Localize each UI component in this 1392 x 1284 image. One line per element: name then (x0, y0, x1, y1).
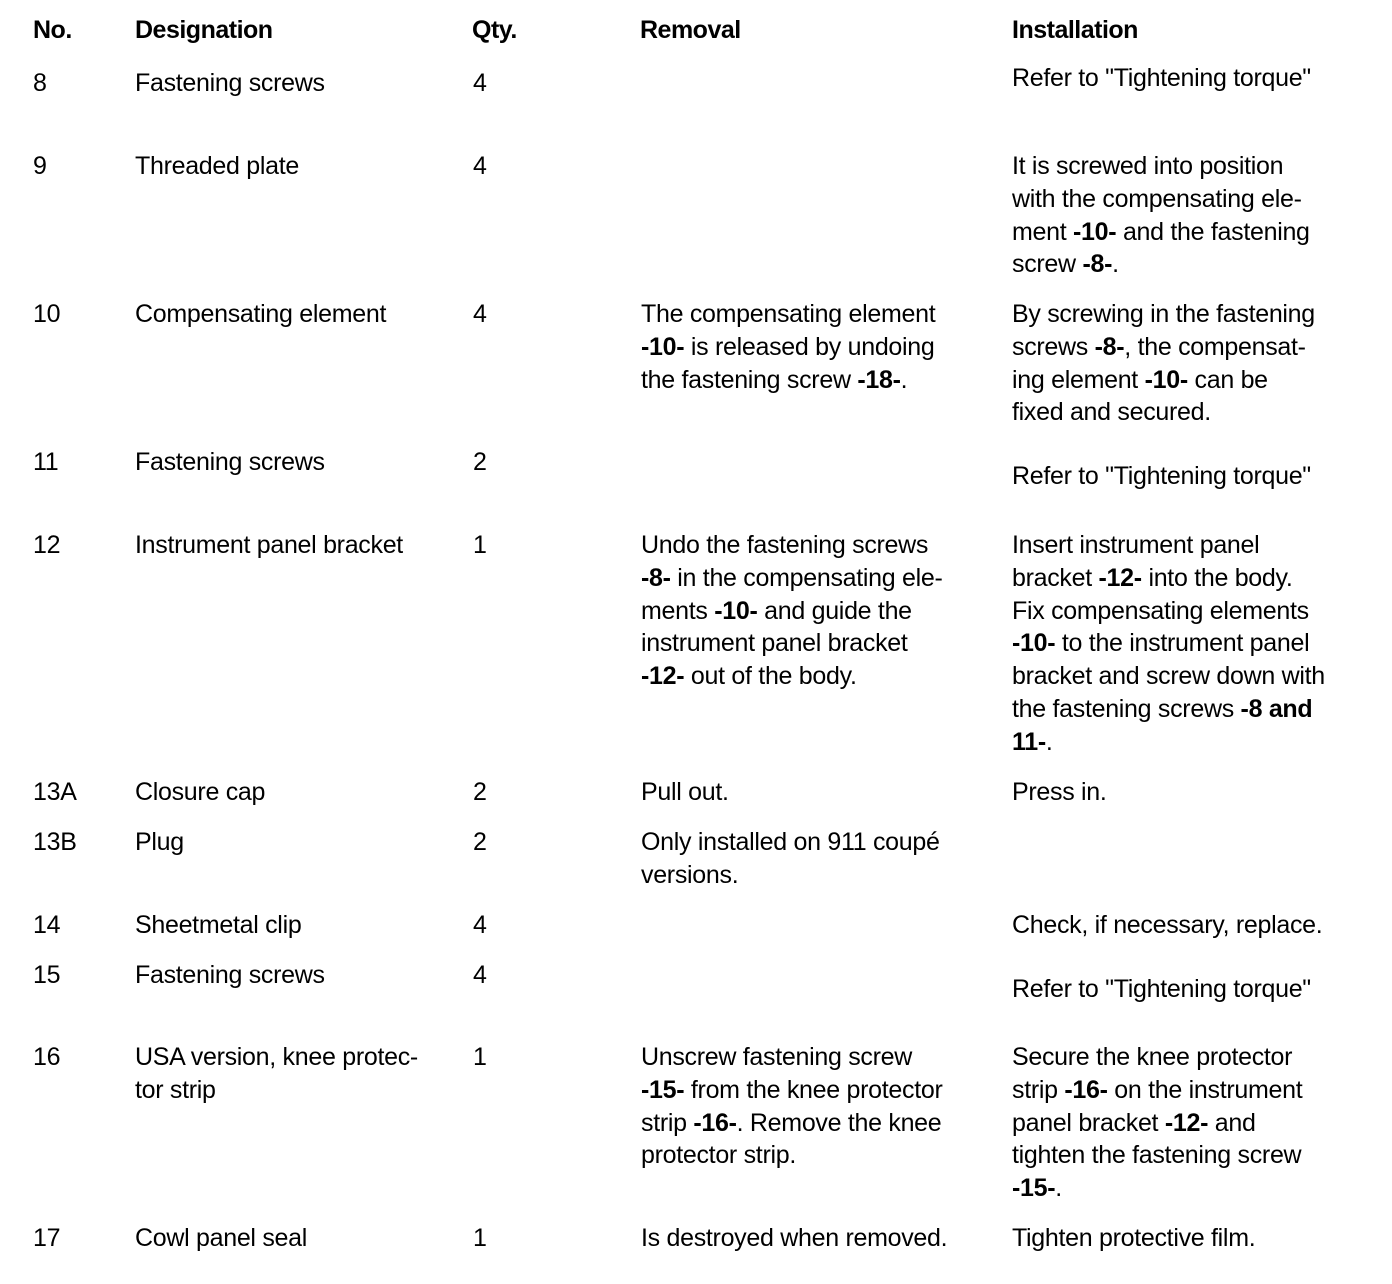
text-segment: protector strip. (641, 1141, 796, 1170)
text-segment: Closure cap (135, 778, 266, 806)
item-number: 13A (33, 778, 77, 806)
text-segment: Secure the knee protector (1012, 1043, 1293, 1071)
header-installation: Installation (1012, 16, 1138, 44)
installation-cell (1012, 1041, 1302, 1205)
text-line (1012, 562, 1325, 595)
text-segment: . (900, 365, 908, 394)
text-line (135, 776, 265, 809)
quantity: 4 (473, 300, 487, 328)
quantity: 1 (473, 1224, 487, 1252)
text-line (1012, 973, 1311, 1006)
text-line (641, 627, 943, 660)
part-reference: -10- (1144, 365, 1188, 394)
item-number: 11 (33, 448, 59, 476)
text-segment: Press in. (1012, 778, 1107, 806)
text-line (135, 1074, 418, 1107)
removal-cell (641, 826, 940, 892)
text-line (641, 562, 943, 595)
header-no: No. (33, 16, 72, 44)
text-segment: and the fastening (1116, 217, 1310, 246)
designation-cell (135, 959, 325, 992)
quantity: 4 (473, 961, 487, 989)
text-segment: Refer to "Tightening torque" (1012, 975, 1311, 1003)
quantity: 1 (473, 531, 487, 559)
text-line (641, 1107, 942, 1140)
text-segment: By screwing in the fastening (1012, 300, 1315, 328)
item-number: 15 (33, 961, 61, 989)
removal-cell (641, 298, 935, 396)
text-line (135, 1222, 307, 1255)
text-segment: ments (641, 596, 715, 625)
text-segment: with the compensating ele- (1012, 184, 1302, 213)
designation-cell (135, 776, 265, 809)
text-line (1012, 909, 1322, 942)
designation-cell (135, 826, 184, 859)
quantity: 2 (473, 778, 487, 806)
header-designation: Designation (135, 16, 273, 44)
text-segment: bracket (1012, 563, 1099, 592)
quantity: 4 (473, 69, 487, 97)
text-segment: Fastening screws (135, 69, 325, 97)
text-line (641, 1074, 942, 1107)
installation-cell (1012, 62, 1311, 95)
text-line (641, 859, 940, 892)
designation-cell (135, 298, 386, 331)
text-segment: panel bracket (1012, 1108, 1165, 1137)
text-segment: . (1055, 1174, 1062, 1203)
text-line (1012, 595, 1325, 628)
text-line (1012, 150, 1310, 183)
text-segment: the fastening screws (1012, 694, 1241, 723)
part-reference: -12- (641, 662, 685, 691)
text-segment: tor strip (135, 1075, 216, 1104)
text-segment: Is destroyed when removed. (641, 1224, 948, 1252)
text-line (641, 1222, 947, 1255)
header-qty: Qty. (472, 16, 517, 44)
part-reference: -15- (1012, 1174, 1056, 1203)
text-segment: can be (1187, 365, 1268, 394)
item-number: 14 (33, 911, 61, 939)
text-segment: instrument panel bracket (641, 629, 908, 658)
part-reference: -10- (714, 596, 758, 625)
text-line (641, 1139, 942, 1172)
text-segment: Compensating element (135, 300, 387, 328)
text-line (1012, 1107, 1302, 1140)
text-segment: bracket and screw down with (1012, 662, 1325, 691)
item-number: 10 (33, 300, 61, 328)
text-segment: strip (1012, 1075, 1065, 1104)
text-line (1012, 627, 1325, 660)
text-segment: out of the body. (684, 662, 857, 691)
installation-cell (1012, 460, 1311, 493)
text-segment: strip (641, 1108, 694, 1137)
text-line (1012, 396, 1315, 429)
text-segment: screws (1012, 332, 1095, 361)
text-line (1012, 776, 1107, 809)
text-line (135, 150, 299, 183)
text-line (1012, 1041, 1302, 1074)
text-line (1012, 62, 1311, 95)
part-reference: -8- (641, 563, 671, 592)
text-line (641, 1041, 942, 1074)
installation-cell (1012, 529, 1325, 759)
text-line (135, 446, 325, 479)
text-line (641, 529, 943, 562)
text-line (641, 331, 935, 364)
text-line (641, 826, 940, 859)
installation-cell (1012, 776, 1107, 809)
removal-cell (641, 1041, 942, 1172)
text-segment: , the compensat- (1124, 332, 1306, 361)
text-segment: The compensating element (641, 300, 936, 328)
quantity: 4 (473, 911, 487, 939)
text-segment: Pull out. (641, 778, 729, 806)
text-segment: from the knee protector (684, 1075, 943, 1104)
text-line (1012, 1172, 1302, 1205)
part-reference: -8- (1094, 332, 1125, 361)
removal-cell (641, 1222, 947, 1255)
text-segment: fixed and secured. (1012, 398, 1211, 427)
item-number: 13B (33, 828, 77, 856)
designation-cell (135, 1041, 418, 1107)
designation-cell (135, 909, 301, 942)
header-removal: Removal (640, 16, 741, 44)
text-segment: ment (1012, 217, 1074, 246)
text-line (1012, 331, 1315, 364)
text-line (135, 959, 325, 992)
text-line (641, 595, 943, 628)
text-line (1012, 1139, 1302, 1172)
text-segment: and guide the (757, 596, 912, 625)
text-line (1012, 183, 1310, 216)
text-line (1012, 1222, 1255, 1255)
installation-cell (1012, 909, 1322, 942)
text-segment: Refer to "Tightening torque" (1012, 64, 1311, 92)
text-line (1012, 248, 1310, 281)
part-reference: -18- (857, 365, 901, 394)
text-segment: versions. (641, 860, 739, 889)
text-line (135, 529, 403, 562)
part-reference: -10- (1012, 629, 1056, 658)
text-segment: Refer to "Tightening torque" (1012, 462, 1311, 490)
designation-cell (135, 529, 403, 562)
part-reference: -10- (641, 332, 685, 361)
text-line (1012, 693, 1325, 726)
text-segment: USA version, knee protec- (135, 1043, 418, 1071)
text-segment: Check, if necessary, replace. (1012, 911, 1323, 939)
item-number: 17 (33, 1224, 61, 1252)
text-line (1012, 726, 1325, 759)
text-segment: is released by undoing (684, 332, 935, 361)
item-number: 9 (33, 152, 47, 180)
text-line (1012, 460, 1311, 493)
removal-cell (641, 529, 943, 693)
text-segment: tighten the fastening screw (1012, 1141, 1302, 1170)
text-segment: to the instrument panel (1055, 629, 1310, 658)
text-segment: Tighten protective film. (1012, 1224, 1256, 1252)
item-number: 16 (33, 1043, 61, 1071)
text-segment: Undo the fastening screws (641, 531, 929, 559)
installation-cell (1012, 973, 1311, 1006)
part-reference: -16- (1064, 1075, 1108, 1104)
text-line (641, 776, 729, 809)
part-reference: -8- (1082, 250, 1113, 279)
text-segment: Insert instrument panel (1012, 531, 1260, 559)
quantity: 2 (473, 448, 487, 476)
installation-cell (1012, 150, 1310, 281)
text-segment: Cowl panel seal (135, 1224, 307, 1252)
text-segment: in the compensating ele- (670, 563, 943, 592)
text-line (1012, 660, 1325, 693)
text-line (1012, 216, 1310, 249)
installation-cell (1012, 1222, 1255, 1255)
text-segment: Threaded plate (135, 152, 299, 180)
text-segment: . (1045, 727, 1053, 756)
text-segment: . (1112, 250, 1119, 279)
text-segment: . Remove the knee (736, 1108, 942, 1137)
text-line (1012, 298, 1315, 331)
designation-cell (135, 67, 325, 100)
part-reference: -10- (1073, 217, 1117, 246)
part-reference: 11- (1012, 727, 1046, 756)
text-segment: Unscrew fastening screw (641, 1043, 912, 1071)
text-segment: Fix compensating elements (1012, 596, 1309, 625)
text-line (135, 67, 325, 100)
text-segment: Only installed on 911 coupé (641, 828, 940, 856)
text-segment: Instrument panel bracket (135, 531, 403, 559)
text-line (135, 1041, 418, 1074)
text-line (135, 909, 301, 942)
text-segment: Plug (135, 828, 184, 856)
quantity: 2 (473, 828, 487, 856)
text-segment: and (1208, 1108, 1256, 1137)
text-segment: Fastening screws (135, 448, 325, 476)
part-reference: -8 and (1240, 694, 1313, 723)
text-segment: on the instrument (1107, 1075, 1303, 1104)
designation-cell (135, 1222, 307, 1255)
text-segment: ing element (1012, 365, 1145, 394)
part-reference: -15- (641, 1075, 685, 1104)
designation-cell (135, 446, 325, 479)
part-reference: -16- (693, 1108, 737, 1137)
designation-cell (135, 150, 299, 183)
item-number: 12 (33, 531, 61, 559)
text-line (1012, 529, 1325, 562)
text-segment: Fastening screws (135, 961, 325, 989)
text-line (135, 298, 386, 331)
text-line (641, 660, 943, 693)
text-segment: into the body. (1141, 563, 1293, 592)
text-line (1012, 1074, 1302, 1107)
item-number: 8 (33, 69, 47, 97)
part-reference: -12- (1164, 1108, 1209, 1137)
text-line (641, 364, 935, 397)
installation-cell (1012, 298, 1315, 429)
text-segment: the fastening screw (641, 365, 858, 394)
text-line (1012, 364, 1315, 397)
text-segment: It is screwed into position (1012, 152, 1284, 180)
text-line (135, 826, 184, 859)
quantity: 4 (473, 152, 487, 180)
text-segment: Sheetmetal clip (135, 911, 302, 939)
quantity: 1 (473, 1043, 487, 1071)
removal-cell (641, 776, 729, 809)
part-reference: -12- (1098, 563, 1142, 592)
text-segment: screw (1012, 250, 1083, 279)
text-line (641, 298, 935, 331)
